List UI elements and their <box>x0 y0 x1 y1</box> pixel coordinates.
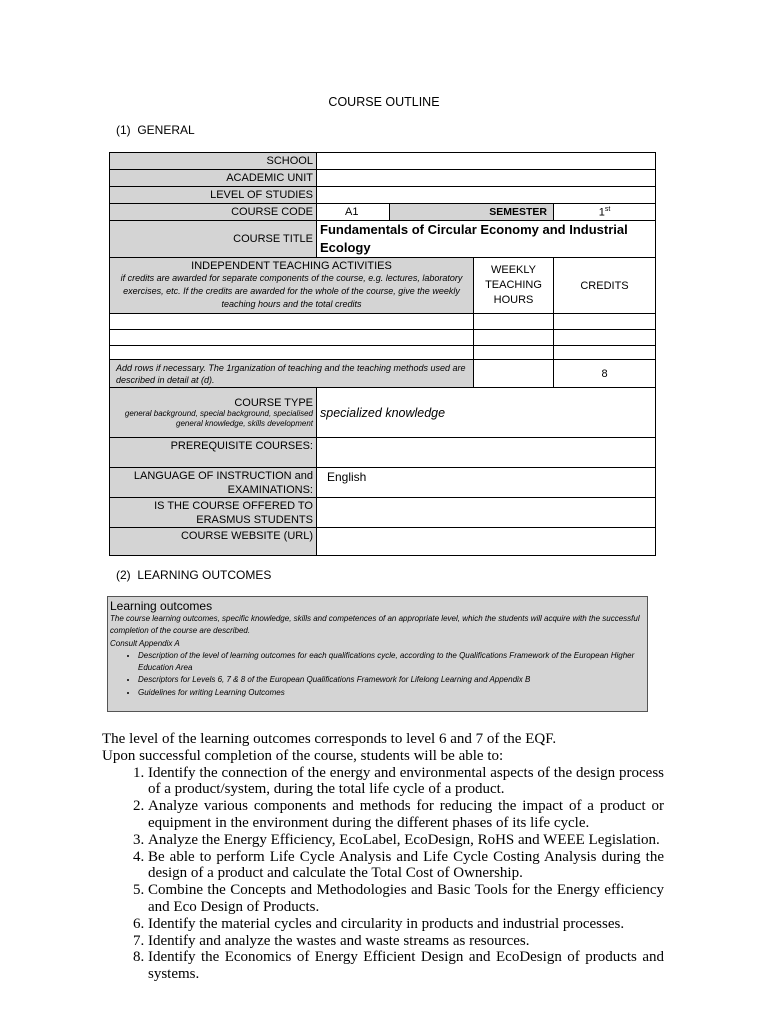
intro-sentence: Upon successful completion of the course, students will be able to: <box>102 747 504 764</box>
learning-outcomes-title: Learning outcomes <box>110 599 213 613</box>
add-rows-note: Add rows if necessary. The 1rganization of teaching and the teaching methods used are described in detail at (d). <box>110 360 474 388</box>
section-general-heading <box>116 123 195 137</box>
list-item: 8. Identify the Economics of Energy Efficient Design and EcoDesign of products and systems. <box>148 949 664 983</box>
semester-label: SEMESTER <box>390 204 554 221</box>
level-sentence: The level of the learning outcomes corresponds to level 6 and 7 of the EQF. <box>102 731 557 747</box>
credits-header: CREDITS <box>554 258 656 314</box>
course-type-title: COURSE TYPE <box>234 396 313 409</box>
website-value <box>317 528 656 556</box>
document-title: COURSE OUTLINE <box>328 95 440 109</box>
outcomes-body <box>102 731 664 983</box>
list-item: 3. Analyze the Energy Efficiency, EcoLabel, EcoDesign, RoHS and WEEE Legislation. <box>148 832 664 849</box>
prerequisite-value <box>317 438 656 468</box>
total-hours-value <box>474 360 554 388</box>
academic-unit-label: ACADEMIC UNIT <box>110 170 317 187</box>
activity-row-3 <box>110 346 474 360</box>
website-label: COURSE WEBSITE (URL) <box>110 528 317 556</box>
level-value <box>317 187 656 204</box>
section-number: (1) <box>116 123 131 137</box>
credits-value: 8 <box>554 360 656 388</box>
list-item: • Description of the level of learning outcomes for each qualifications cycle, according to the Qualifications Framework of the European Higher Education Area <box>138 650 647 675</box>
general-info-table <box>109 152 656 556</box>
language-label: LANGUAGE OF INSTRUCTION and EXAMINATIONS: <box>110 468 317 498</box>
prerequisite-label: PREREQUISITE COURSES: <box>110 438 317 468</box>
learning-outcomes-box <box>107 596 648 712</box>
learning-outcomes-bullets <box>110 650 647 699</box>
list-item: 7. Identify and analyze the wastes and waste streams as resources. <box>148 933 664 950</box>
learning-outcomes-consult: Consult Appendix A <box>110 638 180 648</box>
section-label: GENERAL <box>137 123 195 137</box>
list-item: • Guidelines for writing Learning Outcomes <box>138 687 647 699</box>
academic-unit-value <box>317 170 656 187</box>
list-item: 5. Combine the Concepts and Methodologies and Basic Tools for the Energy efficiency and Eco Design of Products. <box>148 882 664 916</box>
course-title-value: Fundamentals of Circular Economy and Industrial Ecology <box>317 221 656 258</box>
course-title-label: COURSE TITLE <box>110 221 317 258</box>
section-label: LEARNING OUTCOMES <box>137 568 272 582</box>
course-type-label <box>110 388 317 438</box>
outcomes-list <box>102 765 664 983</box>
language-value: English <box>317 468 656 498</box>
activities-header <box>110 258 474 314</box>
activities-heading: INDEPENDENT TEACHING ACTIVITIES <box>191 260 392 272</box>
course-type-note: general background, special background, specialised general knowledge, skills development <box>124 408 313 428</box>
learning-outcomes-description: The course learning outcomes, specific knowledge, skills and competences of an appropriate level, which the students will acquire with the successful completion of the course are described. <box>110 614 640 636</box>
semester-value: 1st <box>554 204 656 221</box>
course-code-value: A1 <box>317 204 390 221</box>
list-item: 4. Be able to perform Life Cycle Analysis and Life Cycle Costing Analysis during the design of a product and calculate the Total Cost of Ownership. <box>148 849 664 883</box>
activity-row-2 <box>110 330 474 346</box>
section-learning-outcomes-heading <box>116 568 271 582</box>
list-item: 1. Identify the connection of the energy and environmental aspects of the design process of a product/system, during the total life cycle of a product. <box>148 765 664 799</box>
list-item: 2. Analyze various components and methods for reducing the impact of a product or equipment in the environment during the different phases of its life cycle. <box>148 798 664 832</box>
school-label: SCHOOL <box>110 153 317 170</box>
activity-row-1 <box>110 314 474 330</box>
school-value <box>317 153 656 170</box>
list-item: 6. Identify the material cycles and circularity in products and industrial processes. <box>148 916 664 933</box>
weekly-hours-header: WEEKLY TEACHING HOURS <box>474 258 554 314</box>
list-item: • Descriptors for Levels 6, 7 & 8 of the European Qualifications Framework for Lifelong Learning and Appendix B <box>138 674 647 686</box>
erasmus-label: IS THE COURSE OFFERED TO ERASMUS STUDENTS <box>110 498 317 528</box>
erasmus-value <box>317 498 656 528</box>
activities-note: if credits are awarded for separate components of the course, e.g. lectures, laboratory exercises, etc. If the credits are awarded for the whole of the course, give the weekly teaching hours and the total credits <box>120 273 463 309</box>
course-code-label: COURSE CODE <box>110 204 317 221</box>
level-label: LEVEL OF STUDIES <box>110 187 317 204</box>
course-type-value: specialized knowledge <box>317 388 656 438</box>
section-number: (2) <box>116 568 131 582</box>
